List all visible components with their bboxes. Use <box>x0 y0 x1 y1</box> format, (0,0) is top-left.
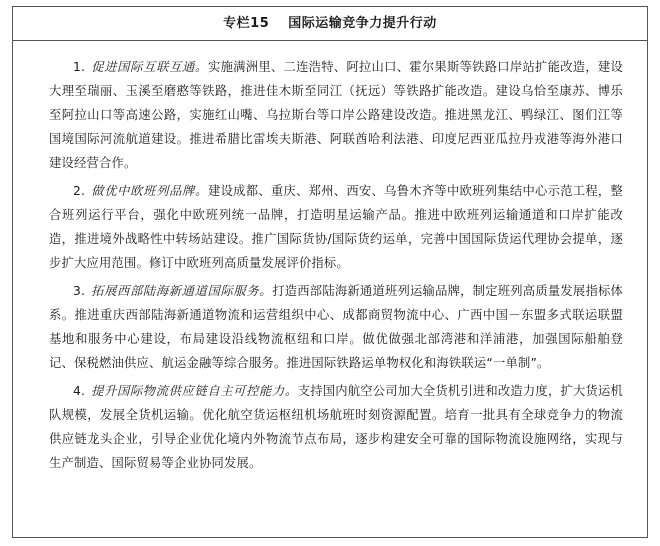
item-number: 1. <box>73 60 86 74</box>
box-title <box>13 7 647 41</box>
item-heading: 促进国际互联互通。 <box>91 60 209 74</box>
item-heading: 提升国际物流供应链自主可控能力。 <box>91 384 298 398</box>
item-text: 支持国内航空公司加大全货机引进和改造力度，扩大货运机队规模，发展全货机运输。优化航空货运枢纽机场航班时刻资源配置。培育一批具有全球竞争力的物流供应链龙头企业，引导企业优化境内外物流节点布局，逐步构建安全可靠的国际物流设施网络，实现与生产制造、国际贸易等企业协同发展。 <box>49 384 623 470</box>
item-international-connectivity <box>49 55 623 175</box>
item-text: 打造西部陆海新通道班列运输品牌，制定班列高质量发展指标体系。推进重庆西部陆海新通道物流和运营组织中心、成都商贸物流中心、广西中国－东盟多式联运联盟基地和服务中心建设，布局建设沿线物流枢纽和口岸。做优做强北部湾港和洋浦港，加强国际船舶登记、保税燃油供应、航运金融等综合服务。推进国际铁路运单物权化和海铁联运“一单制”。 <box>49 284 624 370</box>
box-label: 专栏15 <box>223 16 270 31</box>
item-text: 实施满洲里、二连浩特、阿拉山口、霍尔果斯等铁路口岸站扩能改造，建设大理至瑞丽、玉溪至磨憨等铁路，推进佳木斯至同江（抚远）等铁路扩能改造。建设乌恰至康苏、博乐至阿拉山口等高速公路，实施红山嘴、乌拉斯台等口岸公路建设改造。推进黑龙江、鸭绿江、图们江等国境国际河流航道建设。推进希腊比雷埃夫斯港、阿联酋哈利法港、印度尼西亚瓜拉丹戎港等海外港口建设经营合作。 <box>49 60 624 170</box>
item-supply-chain-control <box>49 379 623 475</box>
item-text: 建设成都、重庆、郑州、西安、乌鲁木齐等中欧班列集结中心示范工程，整合班列运行平台，强化中欧班列统一品牌，打造明星运输产品。推进中欧班列运输通道和口岸扩能改造，推进境外战略性中转场站建设。推广国际货协/国际货约运单，完善中国国际货运代理协会提单，逐步扩大应用范围。修订中欧班列高质量发展评价指标。 <box>49 184 624 270</box>
item-china-europe-express <box>49 179 623 275</box>
item-number: 3. <box>73 284 86 298</box>
item-heading: 做优中欧班列品牌。 <box>91 184 209 198</box>
item-number: 4. <box>73 384 86 398</box>
box-body <box>13 41 647 475</box>
item-western-land-sea-corridor <box>49 279 623 375</box>
item-heading: 拓展西部陆海新通道国际服务。 <box>91 284 273 298</box>
box-title-text: 国际运输竞争力提升行动 <box>288 16 437 31</box>
feature-box <box>12 6 648 538</box>
item-number: 2. <box>73 184 86 198</box>
